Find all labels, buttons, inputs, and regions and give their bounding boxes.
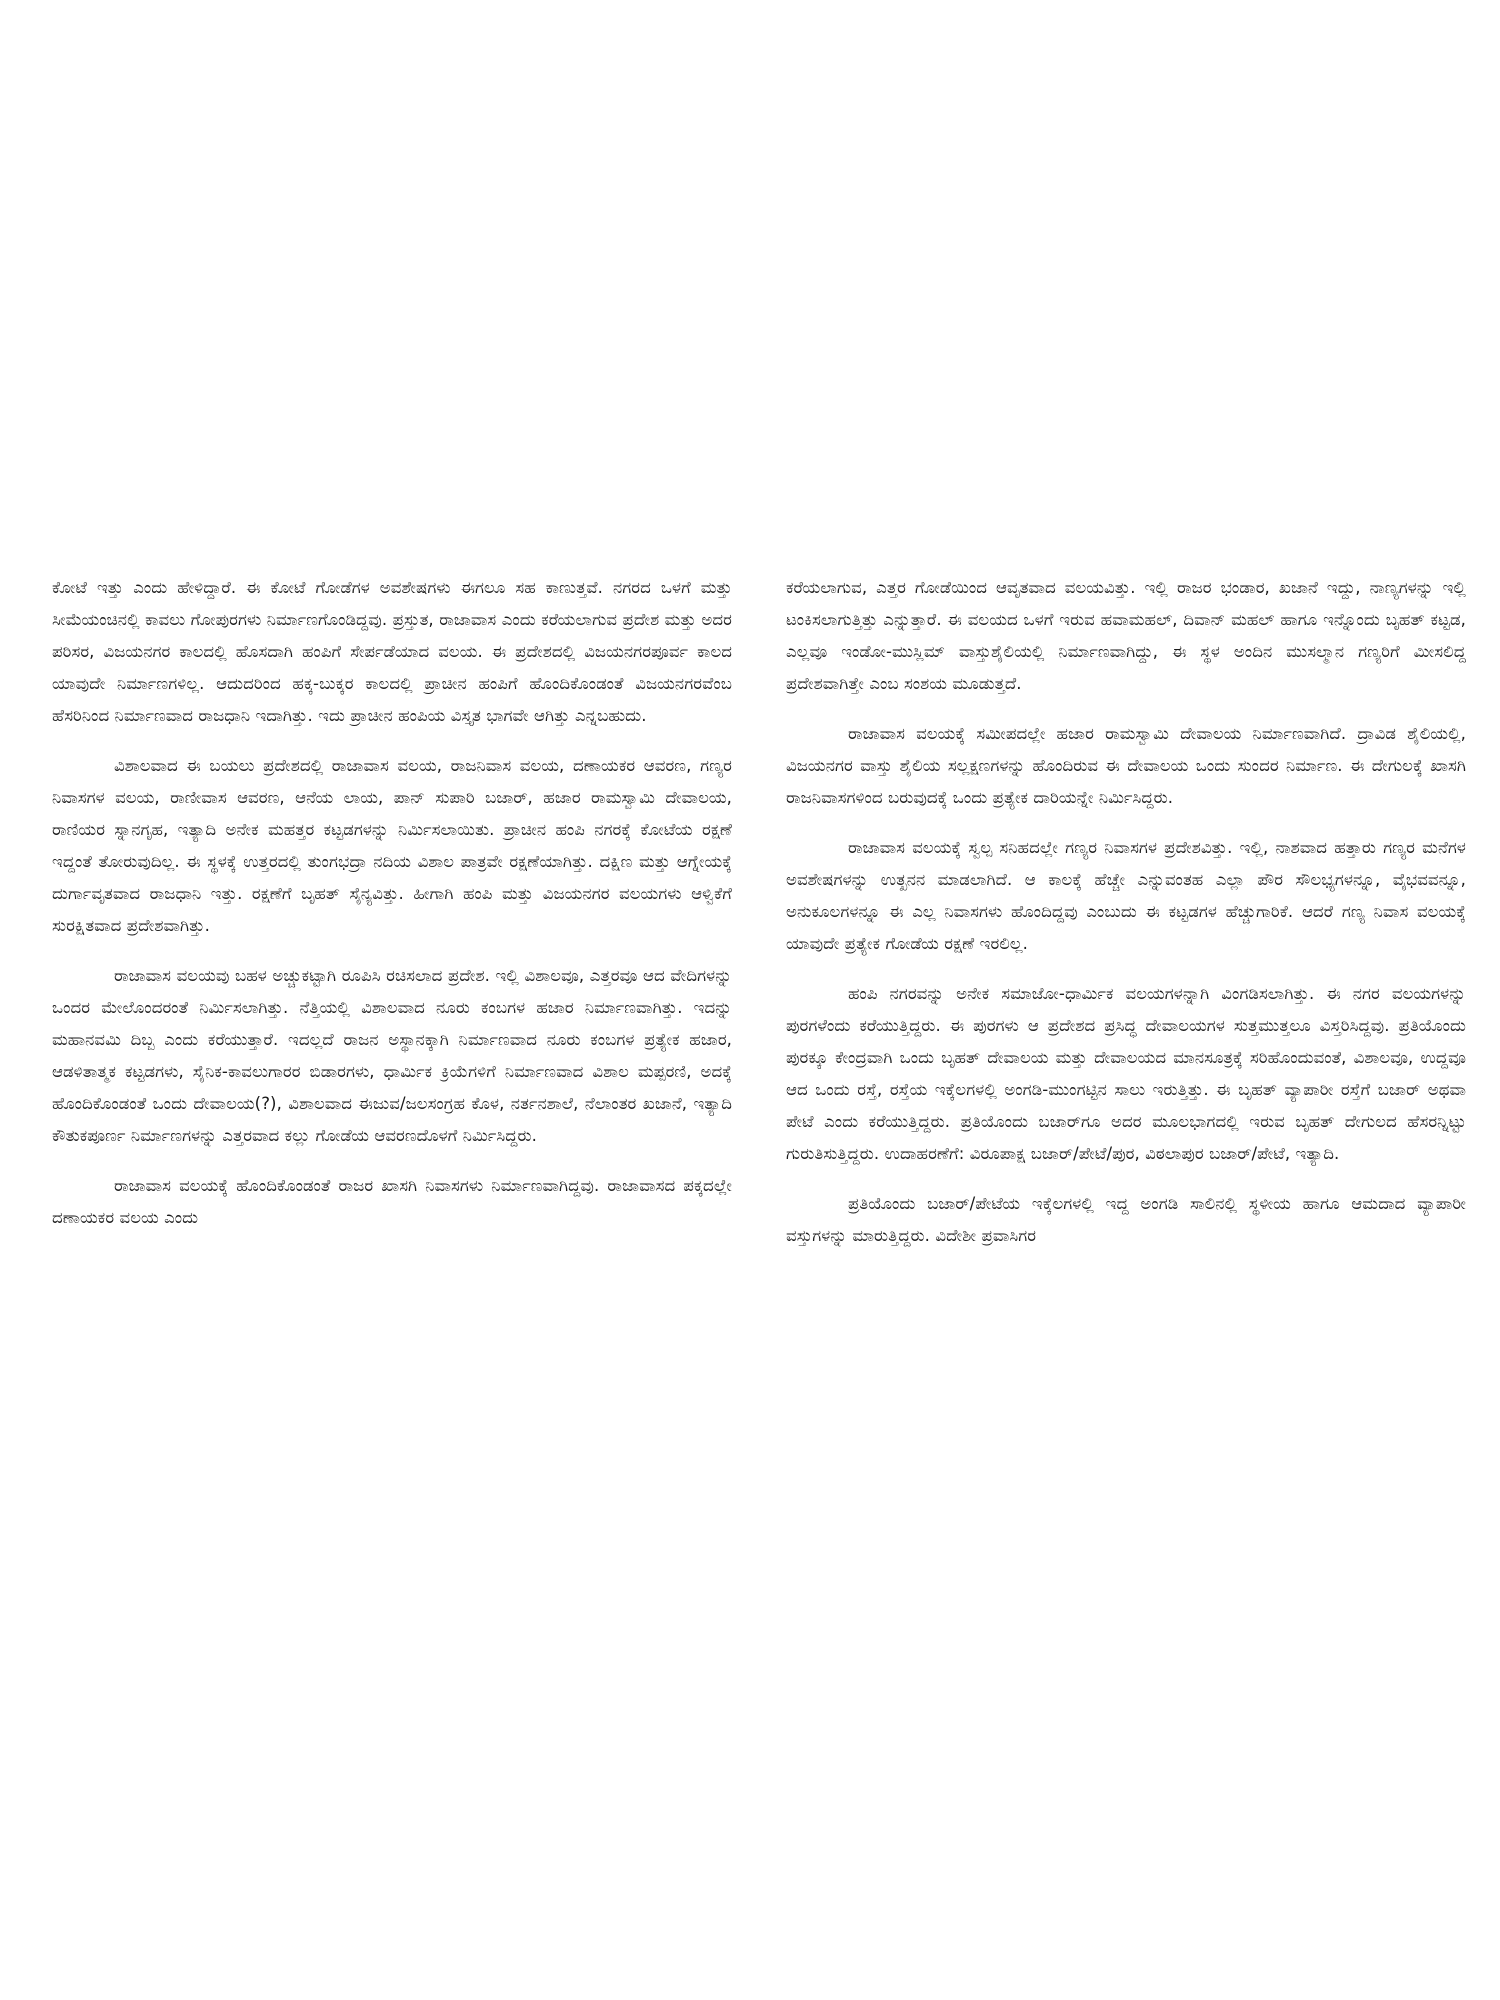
paragraph: ಕೋಟೆ ಇತ್ತು ಎಂದು ಹೇಳಿದ್ದಾರೆ. ಈ ಕೋಟೆ ಗೋಡೆಗಳ ಅವಶೇಷಗಳು ಈಗಲೂ ಸಹ ಕಾಣುತ್ತವೆ. ನಗರದ ಒಳಗೆ ಮತ್ತು ಸೀಮೆಯಂಚಿನಲ್ಲಿ ಕಾವಲು ಗೋಪುರಗಳು ನಿರ್ಮಾಣಗೊಂಡಿದ್ದವು. ಪ್ರಸ್ತುತ, ರಾಜಾವಾಸ ಎಂದು ಕರೆಯಲಾಗುವ ಪ್ರದೇಶ ಮತ್ತು ಅದರ ಪರಿಸರ, ವಿಜಯನಗರ ಕಾಲದಲ್ಲಿ ಹೊಸದಾಗಿ ಹಂಪಿಗೆ ಸೇರ್ಪಡೆಯಾದ ವಲಯ. ಈ ಪ್ರದೇಶದಲ್ಲಿ ವಿಜಯನಗರಪೂರ್ವ ಕಾಲದ ಯಾವುದೇ ನಿರ್ಮಾಣಗಳಿಲ್ಲ. ಆದುದರಿಂದ ಹಕ್ಕ-ಬುಕ್ಕರ ಕಾಲದಲ್ಲಿ ಪ್ರಾಚೀನ ಹಂಪಿಗೆ ಹೊಂದಿಕೊಂಡಂತೆ ವಿಜಯನಗರವೆಂಬ ಹೆಸರಿನಿಂದ ನಿರ್ಮಾಣವಾದ ರಾಜಧಾನಿ ಇದಾಗಿತ್ತು. ಇದು ಪ್ರಾಚೀನ ಹಂಪಿಯ ವಿಸ್ತೃತ ಭಾಗವೇ ಆಗಿತ್ತು ಎನ್ನಬಹುದು. [52, 578, 732, 725]
paragraph: ಕರೆಯಲಾಗುವ, ಎತ್ತರ ಗೋಡೆಯಿಂದ ಆವೃತವಾದ ವಲಯವಿತ್ತು. ಇಲ್ಲಿ ರಾಜರ ಭಂಡಾರ, ಖಜಾನೆ ಇದ್ದು, ನಾಣ್ಯಗಳನ್ನು ಇಲ್ಲಿ ಟಂಕಿಸಲಾಗುತ್ತಿತ್ತು ಎನ್ನುತ್ತಾರೆ. ಈ ವಲಯದ ಒಳಗೆ ಇರುವ ಹವಾಮಹಲ್, ದಿವಾನ್ ಮಹಲ್ ಹಾಗೂ ಇನ್ನೊಂದು ಬೃಹತ್ ಕಟ್ಟಡ, ಎಲ್ಲವೂ ಇಂಡೋ-ಮುಸ್ಲಿಮ್ ವಾಸ್ತುಶೈಲಿಯಲ್ಲಿ ನಿರ್ಮಾಣವಾಗಿದ್ದು, ಈ ಸ್ಥಳ ಅಂದಿನ ಮುಸಲ್ಮಾನ ಗಣ್ಯರಿಗೆ ಮೀಸಲಿದ್ದ ಪ್ರದೇಶವಾಗಿತ್ತೇ ಎಂಬ ಸಂಶಯ ಮೂಡುತ್ತದೆ. [786, 578, 1466, 693]
paragraph: ವಿಶಾಲವಾದ ಈ ಬಯಲು ಪ್ರದೇಶದಲ್ಲಿ ರಾಜಾವಾಸ ವಲಯ, ರಾಜನಿವಾಸ ವಲಯ, ದಣಾಯಕರ ಆವರಣ, ಗಣ್ಯರ ನಿವಾಸಗಳ ವಲಯ, ರಾಣೀವಾಸ ಆವರಣ, ಆನೆಯ ಲಾಯ, ಪಾನ್ ಸುಪಾರಿ ಬಜಾರ್, ಹಜಾರ ರಾಮಸ್ವಾಮಿ ದೇವಾಲಯ, ರಾಣಿಯರ ಸ್ನಾನಗೃಹ, ಇತ್ಯಾದಿ ಅನೇಕ ಮಹತ್ತರ ಕಟ್ಟಡಗಳನ್ನು ನಿರ್ಮಿಸಲಾಯಿತು. ಪ್ರಾಚೀನ ಹಂಪಿ ನಗರಕ್ಕೆ ಕೋಟೆಯ ರಕ್ಷಣೆ ಇದ್ದಂತೆ ತೋರುವುದಿಲ್ಲ. ಈ ಸ್ಥಳಕ್ಕೆ ಉತ್ತರದಲ್ಲಿ ತುಂಗಭದ್ರಾ ನದಿಯ ವಿಶಾಲ ಪಾತ್ರವೇ ರಕ್ಷಣೆಯಾಗಿತ್ತು. ದಕ್ಷಿಣ ಮತ್ತು ಆಗ್ನೇಯಕ್ಕೆ ದುರ್ಗಾವೃತವಾದ ರಾಜಧಾನಿ ಇತ್ತು. ರಕ್ಷಣೆಗೆ ಬೃಹತ್ ಸೈನ್ಯವಿತ್ತು. ಹೀಗಾಗಿ ಹಂಪಿ ಮತ್ತು ವಿಜಯನಗರ ವಲಯಗಳು ಆಳ್ವಿಕೆಗೆ ಸುರಕ್ಷಿತವಾದ ಪ್ರದೇಶವಾಗಿತ್ತು. [52, 756, 732, 935]
left-text-column [52, 572, 732, 1252]
paragraph: ರಾಜಾವಾಸ ವಲಯಕ್ಕೆ ಸ್ವಲ್ಪ ಸನಿಹದಲ್ಲೇ ಗಣ್ಯರ ನಿವಾಸಗಳ ಪ್ರದೇಶವಿತ್ತು. ಇಲ್ಲಿ, ನಾಶವಾದ ಹತ್ತಾರು ಗಣ್ಯರ ಮನೆಗಳ ಅವಶೇಷಗಳನ್ನು ಉತ್ಖನನ ಮಾಡಲಾಗಿದೆ. ಆ ಕಾಲಕ್ಕೆ ಹೆಚ್ಚೇ ಎನ್ನುವಂತಹ ಎಲ್ಲಾ ಪೌರ ಸೌಲಭ್ಯಗಳನ್ನೂ, ವೈಭವವನ್ನೂ, ಅನುಕೂಲಗಳನ್ನೂ ಈ ಎಲ್ಲ ನಿವಾಸಗಳು ಹೊಂದಿದ್ದವು ಎಂಬುದು ಈ ಕಟ್ಟಡಗಳ ಹೆಚ್ಚುಗಾರಿಕೆ. ಆದರೆ ಗಣ್ಯ ನಿವಾಸ ವಲಯಕ್ಕೆ ಯಾವುದೇ ಪ್ರತ್ಯೇಕ ಗೋಡೆಯ ರಕ್ಷಣೆ ಇರಲಿಲ್ಲ. [786, 838, 1466, 953]
paragraph: ರಾಜಾವಾಸ ವಲಯಕ್ಕೆ ಸಮೀಪದಲ್ಲೇ ಹಜಾರ ರಾಮಸ್ವಾಮಿ ದೇವಾಲಯ ನಿರ್ಮಾಣವಾಗಿದೆ. ದ್ರಾವಿಡ ಶೈಲಿಯಲ್ಲಿ, ವಿಜಯನಗರ ವಾಸ್ತು ಶೈಲಿಯ ಸಲ್ಲಕ್ಷಣಗಳನ್ನು ಹೊಂದಿರುವ ಈ ದೇವಾಲಯ ಒಂದು ಸುಂದರ ನಿರ್ಮಾಣ. ಈ ದೇಗುಲಕ್ಕೆ ಖಾಸಗಿ ರಾಜನಿವಾಸಗಳಿಂದ ಬರುವುದಕ್ಕೆ ಒಂದು ಪ್ರತ್ಯೇಕ ದಾರಿಯನ್ನೇ ನಿರ್ಮಿಸಿದ್ದರು. [786, 724, 1466, 807]
paragraph: ಪ್ರತಿಯೊಂದು ಬಜಾರ್/ಪೇಟೆಯ ಇಕ್ಕೆಲಗಳಲ್ಲಿ ಇದ್ದ ಅಂಗಡಿ ಸಾಲಿನಲ್ಲಿ ಸ್ಥಳೀಯ ಹಾಗೂ ಆಮದಾದ ವ್ಯಾಪಾರೀ ವಸ್ತುಗಳನ್ನು ಮಾರುತ್ತಿದ್ದರು. ವಿದೇಶೀ ಪ್ರವಾಸಿಗರ [786, 1194, 1466, 1245]
paragraph: ರಾಜಾವಾಸ ವಲಯವು ಬಹಳ ಅಚ್ಚುಕಟ್ಟಾಗಿ ರೂಪಿಸಿ ರಚಿಸಲಾದ ಪ್ರದೇಶ. ಇಲ್ಲಿ ವಿಶಾಲವೂ, ಎತ್ತರವೂ ಆದ ವೇದಿಗಳನ್ನು ಒಂದರ ಮೇಲೊಂದರಂತೆ ನಿರ್ಮಿಸಲಾಗಿತ್ತು. ನೆತ್ತಿಯಲ್ಲಿ ವಿಶಾಲವಾದ ನೂರು ಕಂಬಗಳ ಹಜಾರ ನಿರ್ಮಾಣವಾಗಿತ್ತು. ಇದನ್ನು ಮಹಾನವಮಿ ದಿಬ್ಬ ಎಂದು ಕರೆಯುತ್ತಾರೆ. ಇದಲ್ಲದೆ ರಾಜನ ಅಸ್ಥಾನಕ್ಕಾಗಿ ನಿರ್ಮಾಣವಾದ ನೂರು ಕಂಬಗಳ ಪ್ರತ್ಯೇಕ ಹಜಾರ, ಆಡಳಿತಾತ್ಮಕ ಕಟ್ಟಡಗಳು, ಸೈನಿಕ-ಕಾವಲುಗಾರರ ಬಿಡಾರಗಳು, ಧಾರ್ಮಿಕ ಕ್ರಿಯೆಗಳಿಗೆ ನಿರ್ಮಾಣವಾದ ವಿಶಾಲ ಮಪ್ಪರಣಿ, ಅದಕ್ಕೆ ಹೊಂದಿಕೊಂಡಂತೆ ಒಂದು ದೇವಾಲಯ(?), ವಿಶಾಲವಾದ ಈಜುವ/ಜಲಸಂಗ್ರಹ ಕೊಳ, ನರ್ತನಶಾಲೆ, ನೆಲಾಂತರ ಖಜಾನೆ, ಇತ್ಯಾದಿ ಕೌತುಕಪೂರ್ಣ ನಿರ್ಮಾಣಗಳನ್ನು ಎತ್ತರವಾದ ಕಲ್ಲು ಗೋಡೆಯ ಆವರಣದೊಳಗೆ ನಿರ್ಮಿಸಿದ್ದರು. [52, 966, 732, 1145]
paragraph: ರಾಜಾವಾಸ ವಲಯಕ್ಕೆ ಹೊಂದಿಕೊಂಡಂತೆ ರಾಜರ ಖಾಸಗಿ ನಿವಾಸಗಳು ನಿರ್ಮಾಣವಾಗಿದ್ದವು. ರಾಜಾವಾಸದ ಪಕ್ಕದಲ್ಲೇ ದಣಾಯಕರ ವಲಯ ಎಂದು [52, 1176, 732, 1227]
right-text-column [786, 572, 1466, 1270]
paragraph: ಹಂಪಿ ನಗರವನ್ನು ಅನೇಕ ಸಮಾಜೋ-ಧಾರ್ಮಿಕ ವಲಯಗಳನ್ನಾಗಿ ವಿಂಗಡಿಸಲಾಗಿತ್ತು. ಈ ನಗರ ವಲಯಗಳನ್ನು ಪುರಗಳೆಂದು ಕರೆಯುತ್ತಿದ್ದರು. ಈ ಪುರಗಳು ಆ ಪ್ರದೇಶದ ಪ್ರಸಿದ್ಧ ದೇವಾಲಯಗಳ ಸುತ್ತಮುತ್ತಲೂ ವಿಸ್ತರಿಸಿದ್ದವು. ಪ್ರತಿಯೊಂದು ಪುರಕ್ಕೂ ಕೇಂದ್ರವಾಗಿ ಒಂದು ಬೃಹತ್ ದೇವಾಲಯ ಮತ್ತು ದೇವಾಲಯದ ಮಾನಸೂತ್ರಕ್ಕೆ ಸರಿಹೊಂದುವಂತೆ, ವಿಶಾಲವೂ, ಉದ್ದವೂ ಆದ ಒಂದು ರಸ್ತೆ, ರಸ್ತೆಯ ಇಕ್ಕೆಲಗಳಲ್ಲಿ ಅಂಗಡಿ-ಮುಂಗಟ್ಟಿನ ಸಾಲು ಇರುತ್ತಿತ್ತು. ಈ ಬೃಹತ್ ವ್ಯಾಪಾರೀ ರಸ್ತೆಗೆ ಬಜಾರ್ ಅಥವಾ ಪೇಟೆ ಎಂದು ಕರೆಯುತ್ತಿದ್ದರು. ಪ್ರತಿಯೊಂದು ಬಜಾರ್‌ಗೂ ಅದರ ಮೂಲಭಾಗದಲ್ಲಿ ಇರುವ ಬೃಹತ್ ದೇಗುಲದ ಹೆಸರನ್ನಿಟ್ಟು ಗುರುತಿಸುತ್ತಿದ್ದರು. ಉದಾಹರಣೆಗೆ: ವಿರೂಪಾಕ್ಷ ಬಜಾರ್/ಪೇಟೆ/ಪುರ, ವಿಠಲಾಪುರ ಬಜಾರ್/ಪೇಟೆ, ಇತ್ಯಾದಿ. [786, 984, 1466, 1163]
